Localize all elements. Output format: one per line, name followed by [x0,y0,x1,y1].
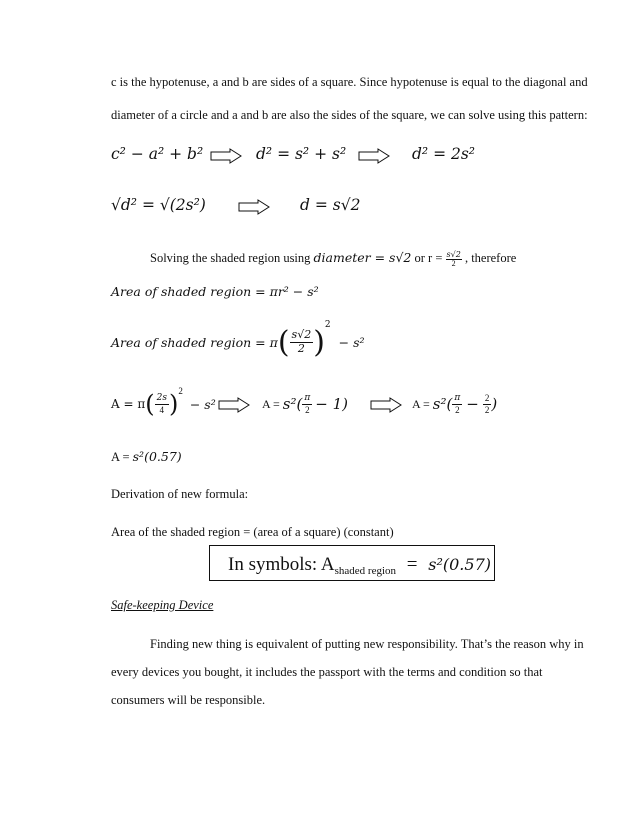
formula-prefix: In symbols: A [228,554,335,575]
area-equation-2: Area of shaded region = π ( $\frac{s√2}{2}$ ) 2 − s² [111,320,365,360]
a-result-math: s²(0.57) [132,449,182,464]
formula-math: s²(0.57) [428,555,491,574]
equation-d-squared-2s: d² = 2s² [412,145,476,163]
formula-subscript: shaded region [334,565,397,577]
formula-equals: = [406,554,418,575]
equation-d-squared-sum: d² = s² + s² [256,145,347,163]
a1-lhs: A = π [111,397,146,411]
area-eq2-lhs: Area of shaded region = π [111,334,278,350]
area-eq2-exp: 2 [324,320,331,330]
arrow-icon [218,397,250,413]
a2-lhs: A = [262,396,280,411]
paragraph-1-line-2: diameter of a circle and a and b are also the sides of the square, we can solve using this pattern: [111,108,588,122]
a3-math: s²( [432,395,453,413]
arrow-icon [358,148,390,164]
area-eq2-den: 2 [297,341,305,355]
a-expression-3 [412,386,497,422]
paragraph-2-line-2: every devices you bought, it includes the passport with the terms and condition so that [111,665,543,679]
fraction-numerator: s√2 [446,249,461,259]
fraction-denominator: 2 [451,258,456,268]
a3-den2: 2 [484,404,490,415]
paragraph-2-line-3: consumers will be responsible. [111,693,266,707]
fraction-r [446,251,462,268]
a2-rhs: − 1) [315,395,349,413]
a3-fraction-1 [452,393,462,415]
equation-d-equals: d = s√2 [300,196,361,214]
section-heading: Safe-keeping Device [111,598,214,612]
arrow-icon [210,148,242,164]
a1-fraction [155,393,169,415]
a2-num: π [304,393,311,404]
paragraph-1-line-1: c is the hypotenuse, a and b are sides of a square. Since hypotenuse is equal to the diagonal and [111,75,588,89]
a3-num1: π [454,393,461,404]
area-eq2-fraction [290,329,314,355]
a3-close: ) [491,395,498,413]
arrow-icon [238,199,270,215]
solving-math: diameter = s√2 [313,250,412,265]
a3-minus: − [466,395,479,413]
solving-line [150,250,516,268]
a3-den1: 2 [455,404,460,415]
solving-suffix: , therefore [464,251,517,265]
a2-fraction [302,393,312,415]
a3-num2: 2 [484,393,490,404]
paragraph-2-line-1: Finding new thing is equivalent of putting new responsibility. That’s the reason why in [150,637,584,651]
a1-rhs: − s² [189,396,216,412]
derivation-label: Derivation of new formula: [111,487,249,501]
solving-prefix: Solving the shaded region using [150,251,311,265]
area-eq2-num: s√2 [291,327,312,341]
equation-c-squared: c² − a² + b² [111,145,204,163]
a1-exp: 2 [178,386,183,396]
area-equation-1: Area of shaded region = πr² − s² [111,284,319,299]
a3-lhs: A = [412,396,430,411]
a1-den: 4 [159,404,165,415]
a-result [111,449,182,465]
a-result-lhs: A = [111,450,130,464]
a1-num: 2s [156,393,167,404]
a-expression-2 [262,386,348,422]
formula-box [209,545,495,581]
solving-middle: or r = [414,251,443,265]
equation-root-d-squared: √d² = √(2s²) [111,196,206,214]
area-eq2-rhs: − s² [338,334,365,350]
area-sentence: Area of the shaded region = (area of a square) (constant) [111,525,394,539]
formula-box-content [228,554,491,577]
a2-math: s²( [282,395,303,413]
a2-den: 2 [305,404,310,415]
arrow-icon [370,397,402,413]
a-expression-1: A = π ( $\frac{2s}{4}$ ) 2 − s² [111,386,216,418]
